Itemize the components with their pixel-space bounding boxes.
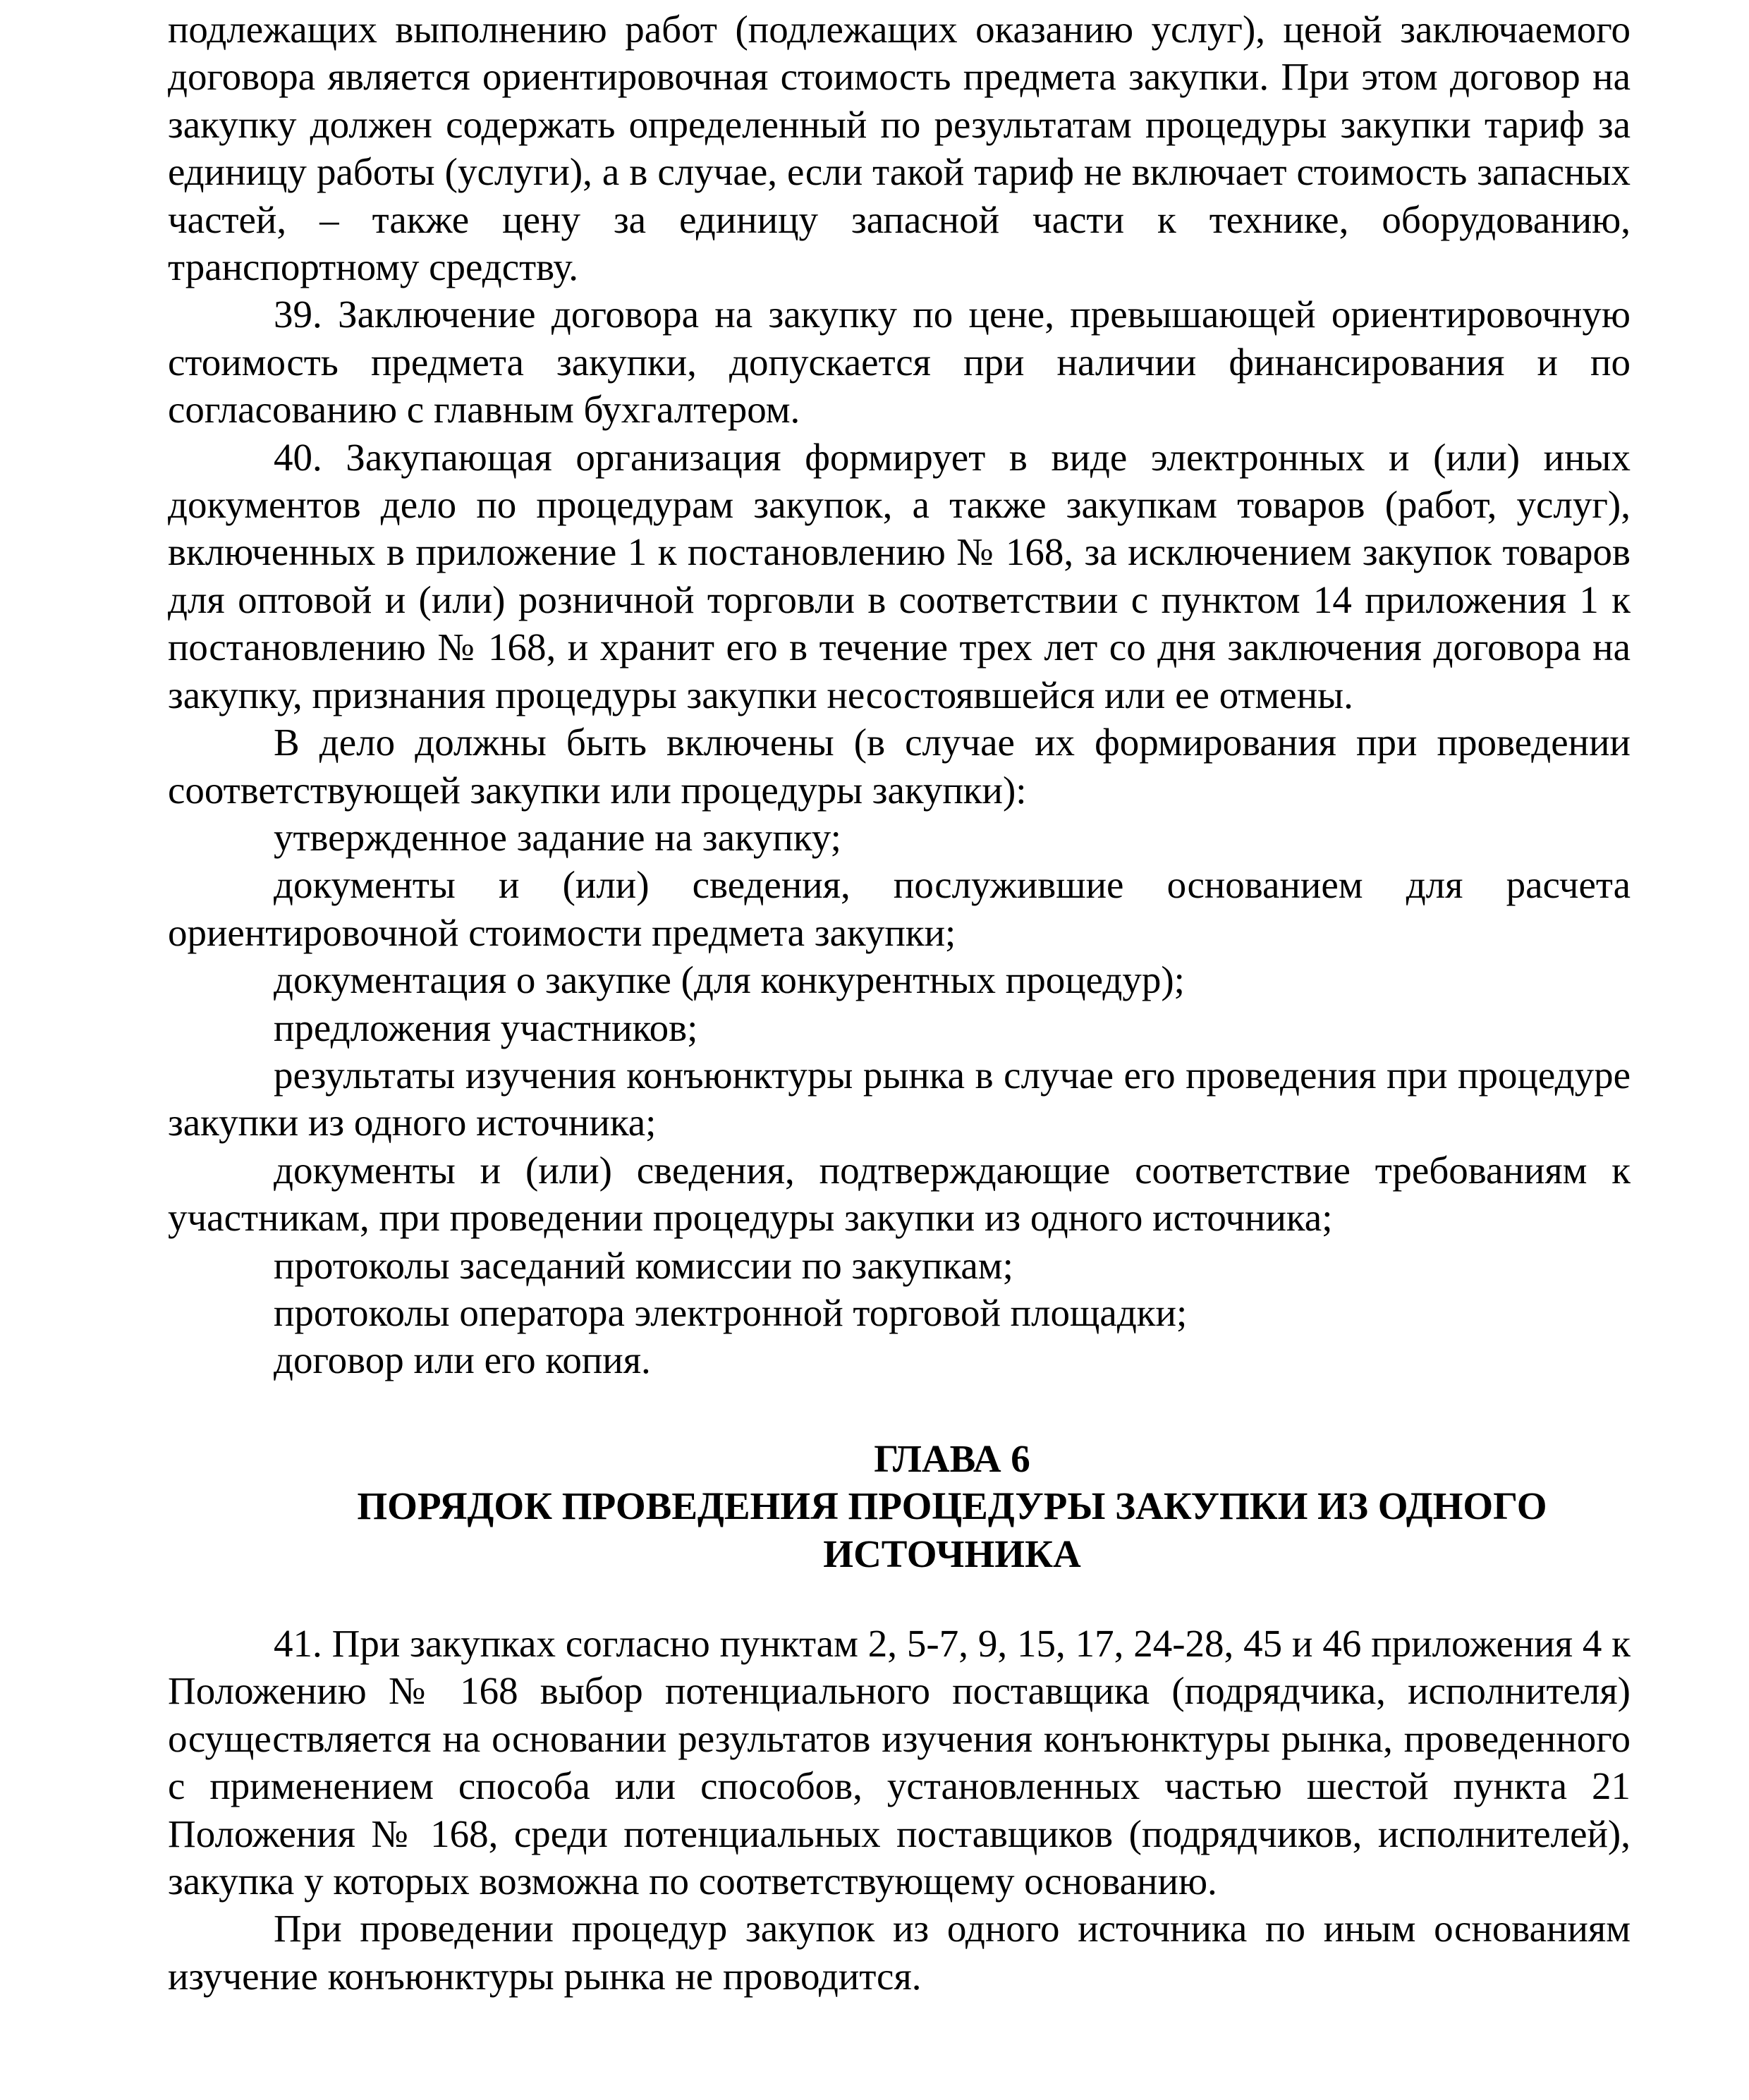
chapter-title-line-2: ИСТОЧНИКА [823,1532,1081,1575]
paragraph-case-file-intro: В дело должны быть включены (в случае их формирования при проведении соответствующей закупки или процедуры закупки): [168,721,1631,812]
list-item-market-study-results: результаты изучения конъюнктуры рынка в случае его проведения при процедуре закупки из одного источника; [168,1053,1631,1144]
chapter-number: ГЛАВА 6 [874,1436,1030,1480]
chapter-title-line-1: ПОРЯДОК ПРОВЕДЕНИЯ ПРОЦЕДУРЫ ЗАКУПКИ ИЗ ОДНОГО [357,1484,1547,1528]
list-item-commission-protocols: протоколы заседаний комиссии по закупкам; [274,1243,1013,1287]
chapter-heading [168,1435,1631,1577]
paragraph-41: 41. При закупках согласно пунктам 2, 5-7, 9, 15, 17, 24-28, 45 и 46 приложения 4 к Положению № 168 выбор потенциального поставщика (подрядчика, исполнителя) осуществляется на основании результатов изучения конъюнктуры рынка, проведенного с применением способа или способов, установленных частью шестой пункта 21 Положения № 168, среди потенциальных поставщиков (подрядчиков, исполнителей), закупка у которых возможна по соответствующему основанию. [168,1622,1631,1903]
list-item-participant-proposals: предложения участников; [274,1006,698,1049]
paragraph-40: 40. Закупающая организация формирует в виде электронных и (или) иных документов дело по процедурам закупок, а также закупкам товаров (работ, услуг), включенных в приложение 1 к постановлению № 168, за исключением закупок товаров для оптовой и (или) розничной торговли в соответствии с пунктом 14 приложения 1 к постановлению № 168, и хранит его в течение трех лет со дня заключения договора на закупку, признания процедуры закупки несостоявшейся или ее отмены. [168,435,1631,716]
list-item-procurement-documentation: документация о закупке (для конкурентных процедур); [274,958,1185,1002]
document-page [168,6,1631,2000]
list-item-price-basis-documents: документы и (или) сведения, послужившие основанием для расчета ориентировочной стоимости предмета закупки; [168,863,1631,954]
paragraph-39: 39. Заключение договора на закупку по цене, превышающей ориентировочную стоимость предмета закупки, допускается при наличии финансирования и по согласованию с главным бухгалтером. [168,293,1631,432]
list-item-contract-copy: договор или его копия. [274,1338,651,1382]
paragraph-continuation: подлежащих выполнению работ (подлежащих оказанию услуг), ценой заключаемого договора является ориентировочная стоимость предмета закупки. При этом договор на закупку должен содержать определенный по результатам процедуры закупки тариф за единицу работы (услуги), а в случае, если такой тариф не включает стоимость запасных частей, – также цену за единицу запасной части к технике, оборудованию, транспортному средству. [168,8,1631,289]
list-item-compliance-documents: документы и (или) сведения, подтверждающие соответствие требованиям к участникам, при проведении процедуры закупки из одного источника; [168,1148,1631,1240]
list-item-approved-task: утвержденное задание на закупку; [274,815,841,859]
list-item-operator-protocols: протоколы оператора электронной торговой площадки; [274,1290,1188,1334]
paragraph-other-grounds: При проведении процедур закупок из одного источника по иным основаниям изучение конъюнктуры рынка не проводится. [168,1907,1631,1998]
